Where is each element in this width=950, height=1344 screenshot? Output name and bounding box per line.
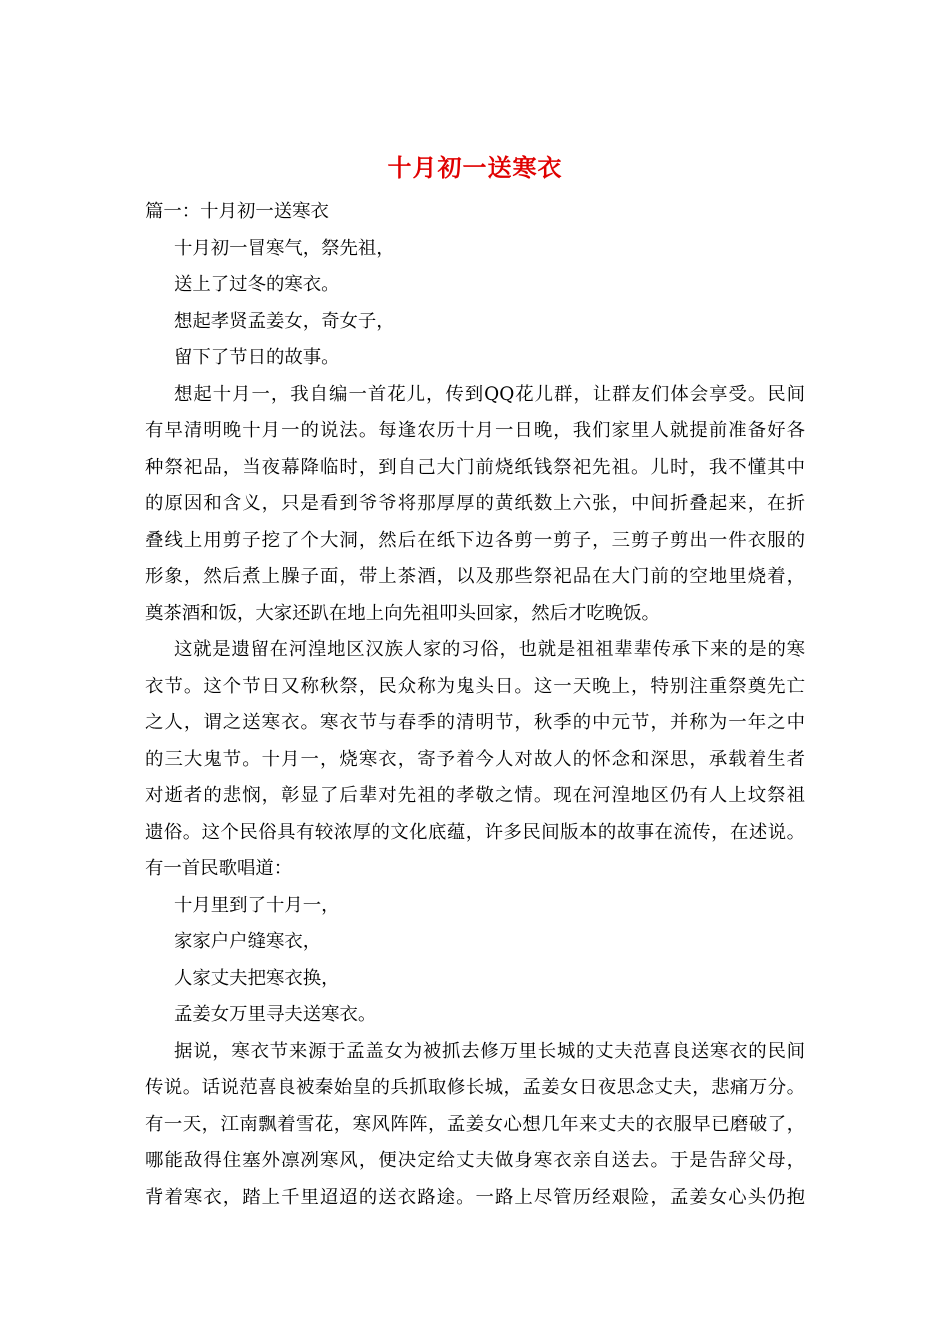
poem-line: 十月初一冒寒气，祭先祖，	[174, 237, 395, 259]
paragraph-line: 遗俗。这个民俗具有较浓厚的文化底蕴，许多民间版本的故事在流传，在述说。	[145, 821, 805, 843]
poem-line: 送上了过冬的寒衣。	[174, 274, 340, 295]
poem-line: 留下了节日的故事。	[174, 347, 340, 368]
paragraph-2	[145, 632, 805, 888]
section-heading: 篇一：十月初一送寒衣	[145, 201, 329, 222]
poem-line: 孟姜女万里寻夫送寒衣。	[174, 1004, 377, 1025]
paragraph-line: 奠茶酒和饭，大家还趴在地上向先祖叩头回家，然后才吃晚饭。	[145, 602, 660, 624]
paragraph-line: 这就是遗留在河湟地区汉族人家的习俗，也就是祖祖辈辈传承下来的是的寒	[174, 639, 805, 660]
paragraph-line: 想起十月一，我自编一首花儿，传到QQ花儿群，让群友们体会享受。民间	[174, 383, 805, 405]
poem-line: 人家丈夫把寒衣换，	[174, 967, 340, 989]
poem-line: 想起孝贤孟姜女，奇女子，	[174, 310, 395, 332]
paragraph-line: 形象，然后煮上臊子面，带上茶酒，以及那些祭祀品在大门前的空地里烧着，	[145, 566, 805, 587]
paragraph-line: 有早清明晚十月一的说法。每逢农历十月一日晚，我们家里人就提前准备好各	[145, 420, 805, 441]
paragraph-line: 有一首民歌唱道：	[145, 858, 293, 879]
document-body	[145, 194, 805, 1216]
paragraph-line: 种祭祀品，当夜幕降临时，到自己大门前烧纸钱祭祀先祖。儿时，我不懂其中	[145, 456, 805, 478]
paragraph-line: 的原因和含义，只是看到爷爷将那厚厚的黄纸数上六张，中间折叠起来，在折	[145, 493, 805, 514]
paragraph-line: 的三大鬼节。十月一，烧寒衣，寄予着今人对故人的怀念和深思，承载着生者	[145, 748, 805, 770]
paragraph-line: 哪能敌得住塞外凛冽寒风，便决定给丈夫做身寒衣亲自送去。于是告辞父母，	[145, 1150, 805, 1171]
paragraph-line: 有一天，江南飘着雪花，寒风阵阵，孟姜女心想几年来丈夫的衣服早已磨破了，	[145, 1113, 805, 1135]
paragraph-line: 传说。话说范喜良被秦始皇的兵抓取修长城，孟姜女日夜思念丈夫，悲痛万分。	[145, 1077, 805, 1098]
paragraph-line: 之人，谓之送寒衣。寒衣节与春季的清明节，秋季的中元节，并称为一年之中	[145, 712, 805, 733]
poem-stanza-2	[145, 888, 805, 1034]
poem-line: 十月里到了十月一，	[174, 894, 340, 916]
poem-stanza-1	[145, 231, 805, 377]
paragraph-line: 对逝者的悲悯，彰显了后辈对先祖的孝敬之情。现在河湟地区仍有人上坟祭祖	[145, 785, 805, 806]
document-title: 十月初一送寒衣	[387, 153, 563, 182]
paragraph-line: 背着寒衣，踏上千里迢迢的送衣路途。一路上尽管历经艰险，孟姜女心头仍抱	[145, 1186, 805, 1208]
poem-line: 家家户户缝寒衣，	[174, 931, 322, 952]
paragraph-3	[145, 1034, 805, 1217]
paragraph-line: 衣节。这个节日又称秋祭，民众称为鬼头日。这一天晚上，特别注重祭奠先亡	[145, 675, 805, 697]
paragraph-line: 据说，寒衣节来源于孟盖女为被抓去修万里长城的丈夫范喜良送寒衣的民间	[174, 1040, 805, 1062]
paragraph-1	[145, 377, 805, 633]
paragraph-line: 叠线上用剪子挖了个大洞，然后在纸下边各剪一剪子，三剪子剪出一件衣服的	[145, 529, 805, 551]
